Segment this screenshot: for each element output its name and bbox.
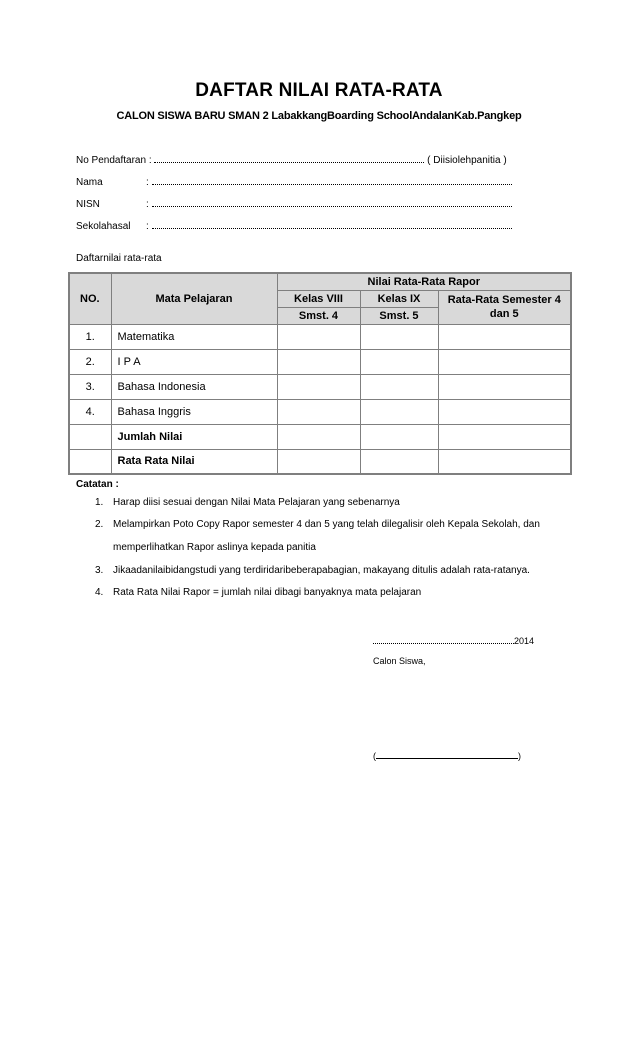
cell-total-smst4[interactable] [277,424,360,449]
document-title: DAFTAR NILAI RATA-RATA [195,80,443,101]
section-label: Daftarnilai rata-rata [76,253,162,264]
cell-avg-smst4[interactable] [277,449,360,474]
row-subject: I P A [111,349,277,374]
cell-smst5[interactable] [360,374,438,399]
header-average: Rata-Rata Semester 4 dan 5 [438,290,571,324]
signature-date [373,636,534,646]
average-label: Rata Rata Nilai [111,449,277,474]
note-text: Jikaadanilaibidangstudi yang terdiridaribeberapabagian, makayang ditulis adalah rata-ratanya. [113,565,530,576]
nisn-label: NISN [76,199,100,210]
note-item [95,497,400,508]
cell-average[interactable] [438,324,571,349]
row-number: 4. [69,399,111,424]
cell-average[interactable] [438,374,571,399]
note-text: Melampirkan Poto Copy Rapor semester 4 dan 5 yang telah dilegalisir oleh Kepala Sekolah, dan [113,519,540,530]
table-row [69,399,571,424]
no-pendaftaran-note: ( Diisiolehpanitia ) [427,155,507,166]
cell-smst5[interactable] [360,324,438,349]
cell-smst4[interactable] [277,349,360,374]
row-subject: Bahasa Inggris [111,399,277,424]
signature-blank[interactable] [376,750,518,759]
cell-average[interactable] [438,349,571,374]
note-number: 4. [95,587,104,598]
nama-label: Nama [76,177,103,188]
note-number: 3. [95,565,104,576]
cell-avg-average[interactable] [438,449,571,474]
sekolah-blank [152,219,512,229]
grades-table [68,272,572,475]
row-number: 2. [69,349,111,374]
nisn-blank [152,197,512,207]
row-number: 3. [69,374,111,399]
note-text: Rata Rata Nilai Rapor = jumlah nilai dibagi banyaknya mata pelajaran [113,587,422,598]
signature-label: Calon Siswa, [373,656,426,666]
row-subject: Matematika [111,324,277,349]
note-item [95,519,540,530]
no-pendaftaran-label: No Pendaftaran : [76,155,152,166]
header-no: NO. [69,273,111,324]
table-row [69,374,571,399]
cell-smst5[interactable] [360,399,438,424]
header-kelas9: Kelas IX [360,290,438,307]
note-number: 2. [95,519,104,530]
cell-smst4[interactable] [277,374,360,399]
table-row [69,324,571,349]
note-text: memperlihatkan Rapor aslinya kepada panitia [113,542,316,553]
sekolah-colon: : [146,221,149,232]
note-item [95,587,421,598]
header-smst4: Smst. 4 [277,307,360,324]
header-smst5: Smst. 5 [360,307,438,324]
signature-line [373,750,521,761]
cell-smst5[interactable] [360,349,438,374]
header-subject: Mata Pelajaran [111,273,277,324]
total-label: Jumlah Nilai [111,424,277,449]
notes-heading: Catatan : [76,479,119,490]
no-pendaftaran-blank [154,153,424,163]
note-item [95,542,316,553]
sekolah-label: Sekolahasal [76,221,131,232]
table-row [69,349,571,374]
close-paren: ) [518,751,521,761]
note-text: Harap diisi sesuai dengan Nilai Mata Pelajaran yang sebenarnya [113,497,400,508]
average-row [69,449,571,474]
cell-total-smst5[interactable] [360,424,438,449]
field-nama [76,175,512,188]
header-kelas8: Kelas VIII [277,290,360,307]
total-number-cell [69,424,111,449]
header-group: Nilai Rata-Rata Rapor [277,273,571,290]
nama-blank [152,175,512,185]
document-subtitle: CALON SISWA BARU SMAN 2 LabakkangBoarding SchoolAndalanKab.Pangkep [116,110,522,122]
cell-smst4[interactable] [277,399,360,424]
date-blank [373,636,514,644]
field-sekolah-asal [76,219,512,232]
field-no-pendaftaran [76,153,507,166]
row-subject: Bahasa Indonesia [111,374,277,399]
nama-colon: : [146,177,149,188]
note-number: 1. [95,497,104,508]
nisn-colon: : [146,199,149,210]
total-row [69,424,571,449]
open-paren: ( [373,751,376,761]
signature-year: 2014 [514,636,535,646]
cell-avg-smst5[interactable] [360,449,438,474]
field-nisn [76,197,512,210]
row-number: 1. [69,324,111,349]
cell-total-average[interactable] [438,424,571,449]
cell-smst4[interactable] [277,324,360,349]
cell-average[interactable] [438,399,571,424]
average-number-cell [69,449,111,474]
note-item [95,565,530,576]
